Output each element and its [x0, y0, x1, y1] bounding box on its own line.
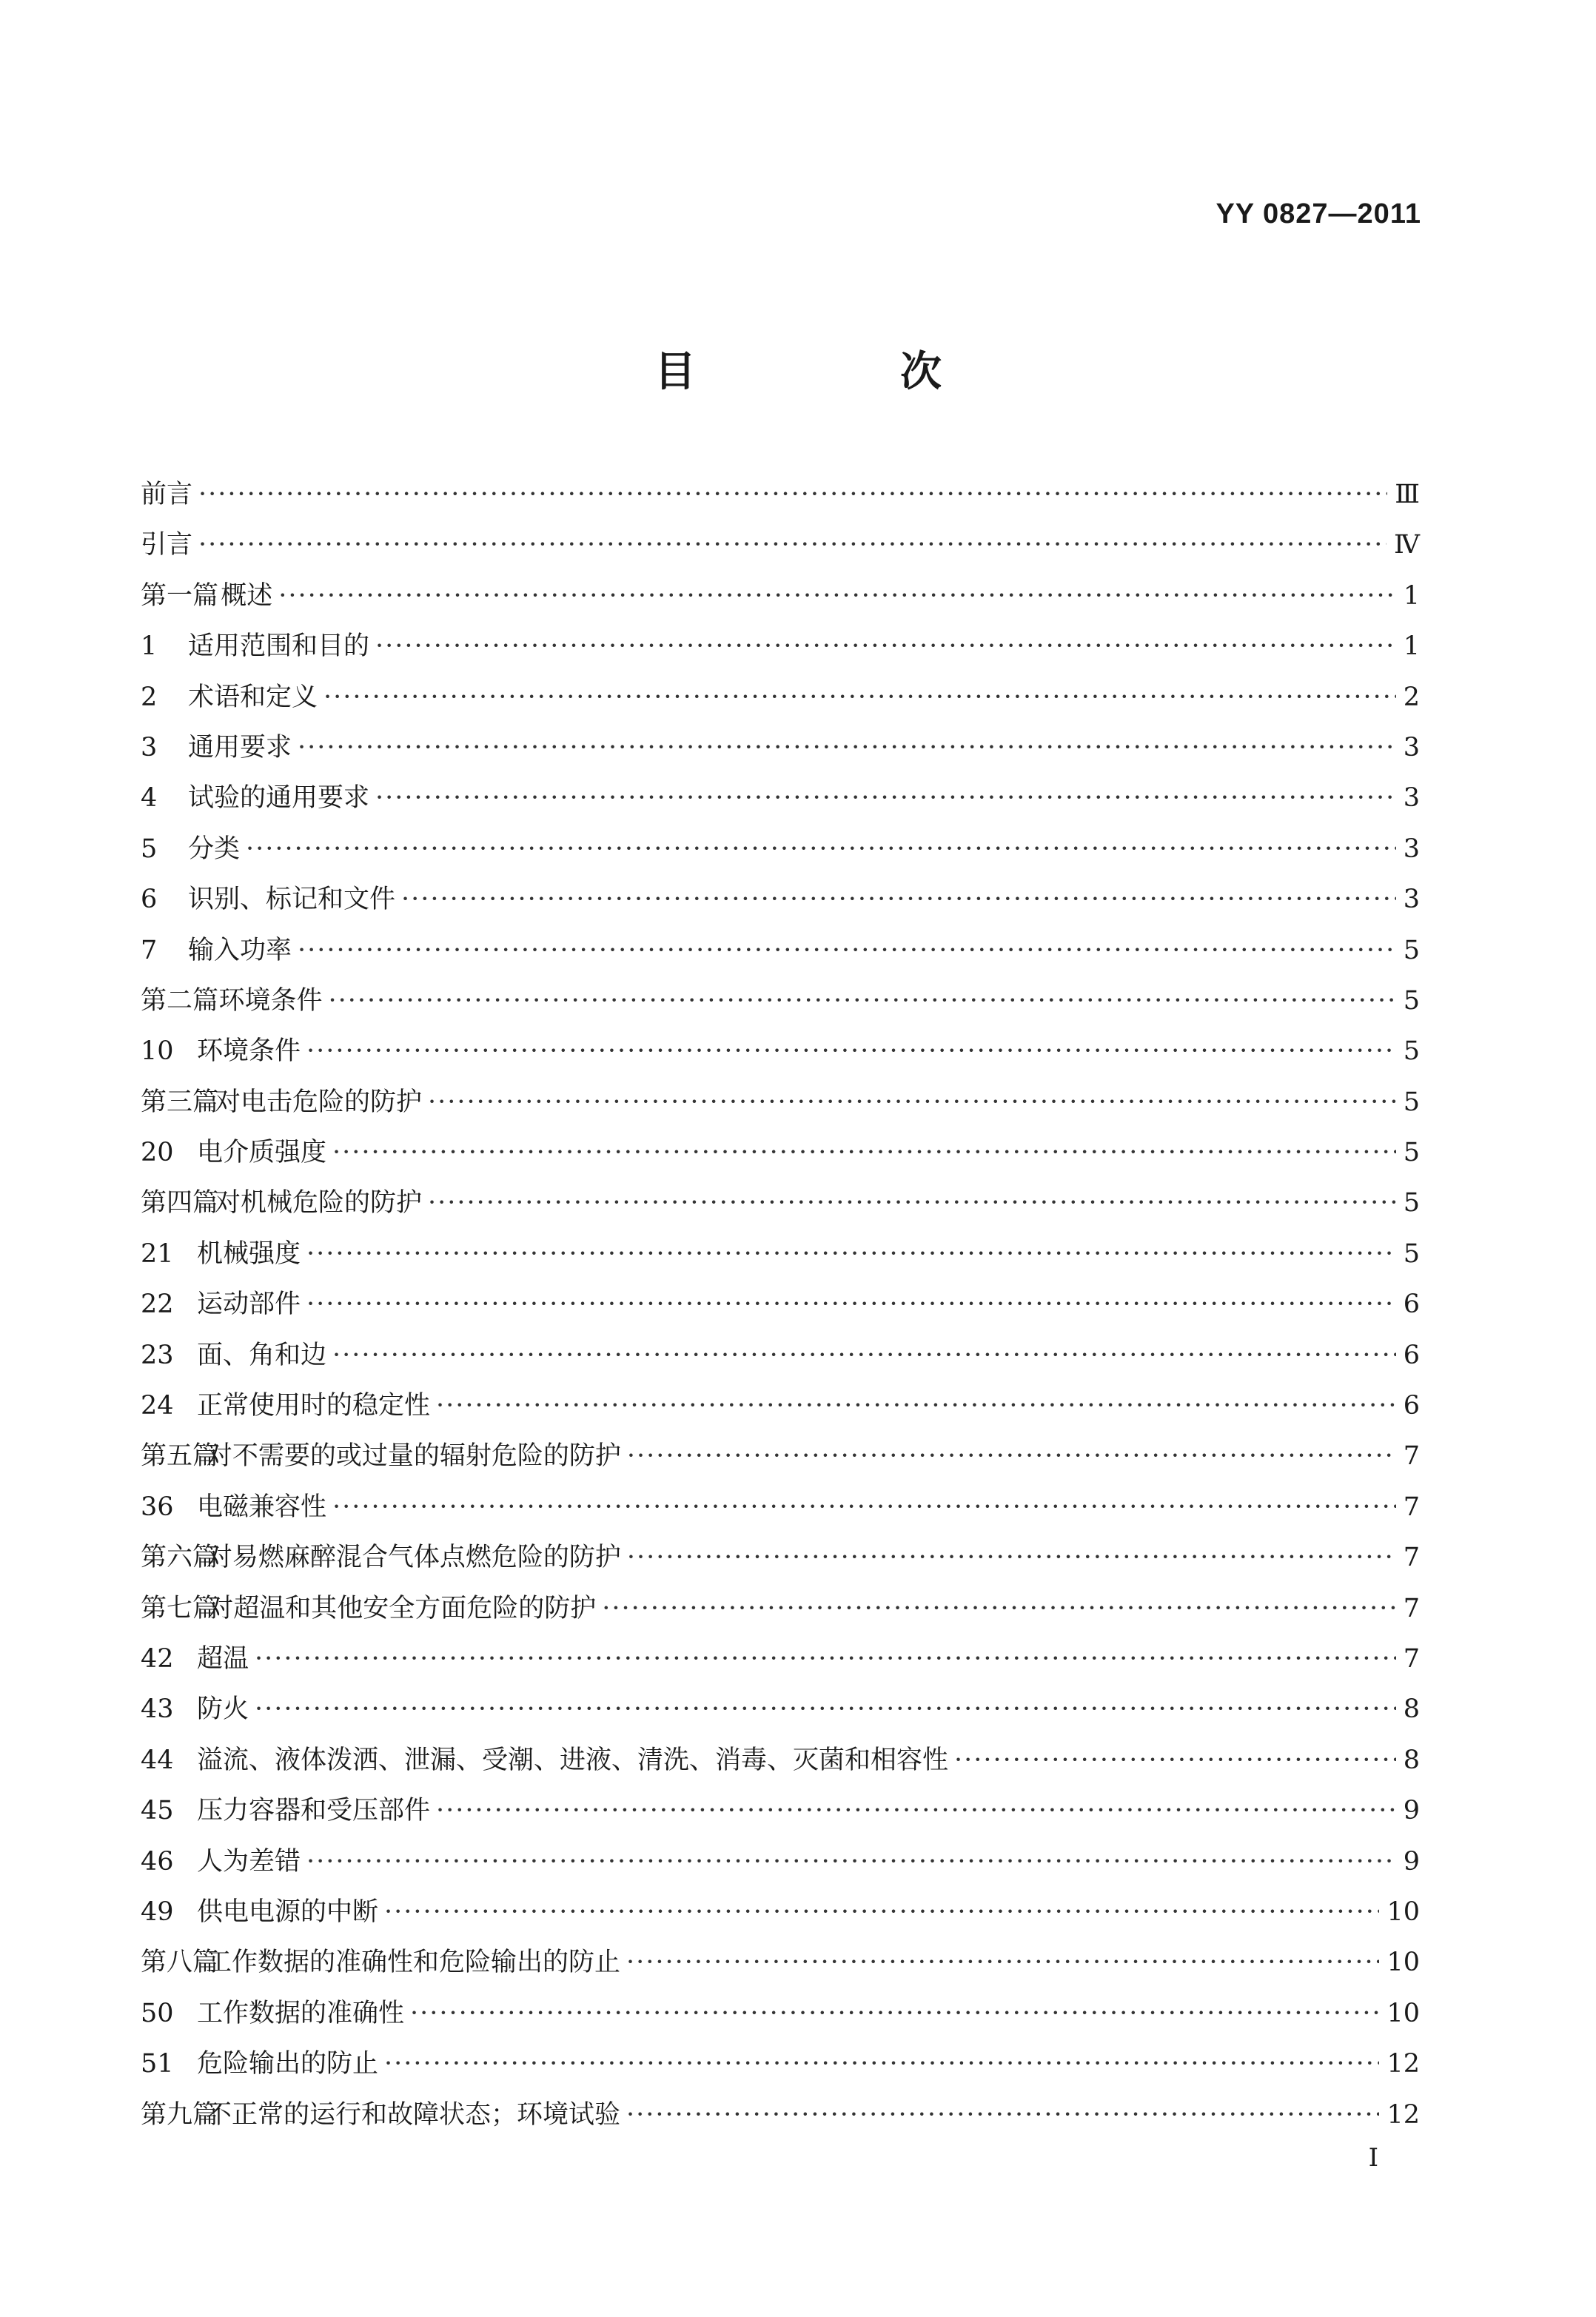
toc-entry-number: 23 — [141, 1340, 174, 1370]
toc-entry[interactable] — [141, 1030, 1420, 1081]
toc-entry-label: 面、角和边 — [197, 1340, 327, 1370]
toc-leader-dots — [627, 1441, 1396, 1471]
toc-entry[interactable] — [141, 1284, 1420, 1334]
toc-entry-number: 44 — [141, 1745, 174, 1775]
toc-entry-label: 概述 — [221, 580, 273, 611]
toc-entry-number: 4 — [141, 783, 158, 814]
toc-entry-label: 适用范围和目的 — [188, 631, 370, 662]
toc-entry-number: 第七篇 — [141, 1593, 219, 1623]
toc-entry-number: 22 — [141, 1290, 174, 1320]
toc-leader-dots — [278, 581, 1395, 611]
toc-entry-number: 6 — [141, 885, 158, 915]
toc-entry-page: 8 — [1403, 1745, 1420, 1775]
toc-entry-number: 1 — [141, 631, 158, 662]
toc-entry[interactable] — [141, 1132, 1420, 1182]
toc-entry-label: 前言 — [141, 480, 193, 509]
toc-entry-page: 3 — [1403, 732, 1420, 762]
toc-entry[interactable] — [141, 1385, 1420, 1435]
toc-entry-number: 第五篇 — [141, 1441, 219, 1472]
toc-leader-dots — [332, 1492, 1396, 1522]
toc-entry[interactable] — [141, 1689, 1420, 1739]
toc-leader-dots — [627, 1543, 1396, 1572]
toc-entry[interactable] — [141, 1486, 1420, 1537]
toc-leader-dots — [246, 834, 1396, 864]
toc-entry[interactable] — [141, 1435, 1420, 1486]
toc-entry-page: 3 — [1403, 783, 1420, 814]
toc-entry-number: 46 — [141, 1846, 174, 1877]
toc-entry-number: 2 — [141, 682, 158, 712]
toc-entry-number: 51 — [141, 2049, 174, 2079]
toc-leader-dots — [306, 1036, 1396, 1066]
toc-entry-number: 第九篇 — [141, 2099, 219, 2130]
toc-entry-label: 溢流、液体泼洒、泄漏、受潮、进液、清洗、消毒、灭菌和相容性 — [197, 1745, 949, 1775]
toc-entry-page: 5 — [1403, 1138, 1420, 1168]
toc-leader-dots — [306, 1847, 1396, 1877]
toc-leader-dots — [306, 1239, 1396, 1269]
toc-entry-page: 6 — [1403, 1391, 1420, 1421]
toc-leader-dots — [384, 1897, 1379, 1927]
toc-entry-number: 21 — [141, 1238, 174, 1269]
toc-entry-label: 对超温和其他安全方面危险的防护 — [207, 1593, 597, 1623]
toc-leader-dots — [329, 986, 1396, 1016]
toc-entry-label: 识别、标记和文件 — [188, 885, 396, 915]
toc-entry-number: 50 — [141, 1998, 174, 2028]
table-of-contents — [141, 474, 1420, 2145]
toc-entry-label: 人为差错 — [197, 1846, 301, 1877]
toc-leader-dots — [332, 1341, 1396, 1370]
toc-leader-dots — [375, 631, 1396, 661]
toc-entry-label: 环境条件 — [218, 985, 323, 1016]
toc-entry-label: 不正常的运行和故障状态；环境试验 — [205, 2099, 620, 2130]
toc-entry[interactable] — [141, 1182, 1420, 1233]
toc-entry-page: 5 — [1403, 1188, 1420, 1218]
toc-entry-page: 10 — [1387, 1897, 1420, 1927]
toc-entry-label: 防火 — [197, 1694, 249, 1725]
toc-entry[interactable] — [141, 575, 1420, 626]
toc-leader-dots — [428, 1087, 1396, 1117]
toc-entry[interactable] — [141, 980, 1420, 1030]
toc-entry-label: 运动部件 — [197, 1290, 301, 1320]
toc-entry-page: 3 — [1403, 885, 1420, 915]
toc-entry-label: 通用要求 — [188, 732, 292, 762]
toc-entry-number: 第四篇 — [141, 1188, 219, 1218]
toc-entry-label: 术语和定义 — [188, 682, 318, 712]
toc-entry[interactable] — [141, 727, 1420, 777]
toc-entry[interactable] — [141, 1335, 1420, 1385]
toc-entry-number: 7 — [141, 935, 158, 965]
toc-entry-label: 对易燃麻醉混合气体点燃危险的防护 — [206, 1543, 621, 1573]
toc-entry[interactable] — [141, 1740, 1420, 1790]
toc-entry[interactable] — [141, 879, 1420, 929]
toc-entry[interactable] — [141, 930, 1420, 980]
toc-entry-label: 电介质强度 — [197, 1138, 327, 1168]
toc-leader-dots — [626, 1948, 1379, 1977]
toc-entry[interactable] — [141, 1841, 1420, 1891]
toc-entry-number: 5 — [141, 834, 158, 864]
toc-entry-label: 机械强度 — [197, 1238, 301, 1269]
toc-entry-page: 12 — [1387, 2049, 1420, 2079]
toc-entry-page: 2 — [1403, 682, 1420, 712]
toc-entry-number: 24 — [141, 1391, 174, 1421]
toc-entry-page: 1 — [1403, 580, 1420, 611]
toc-entry-page: 6 — [1403, 1340, 1420, 1370]
toc-entry-page: 9 — [1403, 1796, 1420, 1826]
toc-entry-label: 输入功率 — [188, 935, 292, 965]
toc-entry-label: 分类 — [188, 834, 241, 864]
toc-leader-dots — [306, 1290, 1396, 1319]
toc-leader-dots — [626, 2100, 1379, 2130]
toc-entry[interactable] — [141, 1790, 1420, 1840]
toc-entry[interactable] — [141, 777, 1420, 828]
toc-entry-label: 对机械危险的防护 — [214, 1188, 422, 1218]
toc-entry-label: 电磁兼容性 — [197, 1492, 327, 1522]
toc-leader-dots — [323, 683, 1396, 712]
toc-leader-dots — [602, 1594, 1395, 1623]
toc-leader-dots — [436, 1796, 1396, 1825]
toc-leader-dots — [436, 1391, 1396, 1421]
document-code: YY 0827—2011 — [1216, 198, 1421, 229]
page-title: 目 次 — [654, 348, 1023, 396]
toc-leader-dots — [410, 1999, 1379, 2028]
toc-entry[interactable] — [141, 1233, 1420, 1284]
toc-leader-dots — [255, 1694, 1396, 1724]
toc-entry-page: 5 — [1403, 1238, 1420, 1269]
toc-entry-page: 7 — [1403, 1593, 1420, 1623]
toc-entry-page: 5 — [1403, 1036, 1420, 1067]
toc-entry-number: 第六篇 — [141, 1543, 219, 1573]
toc-entry-page: 10 — [1387, 1998, 1420, 2028]
toc-leader-dots — [428, 1188, 1396, 1218]
toc-entry-page: 7 — [1403, 1643, 1420, 1674]
toc-entry-number: 49 — [141, 1897, 174, 1927]
toc-entry[interactable] — [141, 677, 1420, 727]
toc-entry-label: 试验的通用要求 — [188, 783, 370, 814]
toc-leader-dots — [198, 530, 1387, 560]
toc-entry[interactable] — [141, 2043, 1420, 2093]
toc-entry-label: 工作数据的准确性和危险输出的防止 — [205, 1948, 620, 1978]
toc-entry-page: 5 — [1403, 985, 1420, 1016]
toc-entry-number: 第二篇 — [141, 985, 219, 1016]
toc-entry[interactable] — [141, 1588, 1420, 1638]
toc-leader-dots — [255, 1644, 1396, 1674]
toc-leader-dots — [298, 733, 1396, 762]
toc-entry-number: 第三篇 — [141, 1087, 219, 1117]
toc-entry-page: 3 — [1403, 834, 1420, 864]
toc-entry-label: 供电电源的中断 — [197, 1897, 379, 1927]
toc-leader-dots — [332, 1138, 1396, 1167]
toc-entry-page: 7 — [1403, 1543, 1420, 1573]
toc-entry-page: Ⅲ — [1395, 480, 1420, 509]
toc-entry-label: 工作数据的准确性 — [197, 1998, 405, 2028]
toc-entry[interactable] — [141, 1942, 1420, 1992]
toc-entry-label: 压力容器和受压部件 — [197, 1796, 431, 1826]
toc-entry-page: 7 — [1403, 1441, 1420, 1472]
toc-entry[interactable] — [141, 1638, 1420, 1689]
toc-entry-page: 10 — [1387, 1948, 1420, 1978]
toc-entry[interactable] — [141, 1891, 1420, 1942]
toc-entry-page: 8 — [1403, 1694, 1420, 1725]
toc-entry-page: 12 — [1387, 2099, 1420, 2130]
toc-entry-number: 42 — [141, 1643, 174, 1674]
toc-entry-number: 第八篇 — [141, 1948, 219, 1978]
toc-entry[interactable] — [141, 474, 1420, 524]
toc-entry[interactable] — [141, 1082, 1420, 1132]
toc-entry[interactable] — [141, 1537, 1420, 1587]
toc-entry-number: 20 — [141, 1138, 174, 1168]
toc-leader-dots — [375, 783, 1396, 813]
toc-entry[interactable] — [141, 2094, 1420, 2145]
toc-entry-label: 引言 — [141, 530, 193, 560]
toc-entry-page: Ⅳ — [1394, 530, 1420, 560]
toc-entry-number: 43 — [141, 1694, 174, 1725]
toc-entry-label: 环境条件 — [197, 1036, 301, 1067]
toc-entry-number: 36 — [141, 1492, 174, 1522]
toc-entry-number: 第一篇 — [141, 580, 219, 611]
toc-entry-page: 9 — [1403, 1846, 1420, 1877]
toc-leader-dots — [298, 936, 1396, 965]
toc-leader-dots — [384, 2049, 1379, 2079]
toc-entry-number: 10 — [141, 1036, 174, 1067]
toc-leader-dots — [198, 480, 1387, 509]
toc-entry-page: 6 — [1403, 1290, 1420, 1320]
toc-entry[interactable] — [141, 524, 1420, 574]
toc-entry[interactable] — [141, 828, 1420, 879]
toc-entry-number: 45 — [141, 1796, 174, 1826]
toc-entry-page: 5 — [1403, 935, 1420, 965]
page-number: I — [1368, 2143, 1378, 2173]
toc-entry-number: 3 — [141, 732, 158, 762]
toc-entry[interactable] — [141, 626, 1420, 676]
toc-entry-label: 危险输出的防止 — [197, 2049, 379, 2079]
toc-entry-page: 5 — [1403, 1087, 1420, 1117]
toc-leader-dots — [401, 885, 1396, 914]
toc-leader-dots — [954, 1746, 1396, 1775]
toc-entry-page: 7 — [1403, 1492, 1420, 1522]
toc-entry-page: 1 — [1403, 631, 1420, 662]
toc-entry-label: 正常使用时的稳定性 — [197, 1391, 431, 1421]
toc-entry-label: 对不需要的或过量的辐射危险的防护 — [206, 1441, 621, 1472]
toc-entry-label: 对电击危险的防护 — [214, 1087, 422, 1117]
toc-entry-label: 超温 — [197, 1643, 249, 1674]
toc-entry[interactable] — [141, 1993, 1420, 2043]
